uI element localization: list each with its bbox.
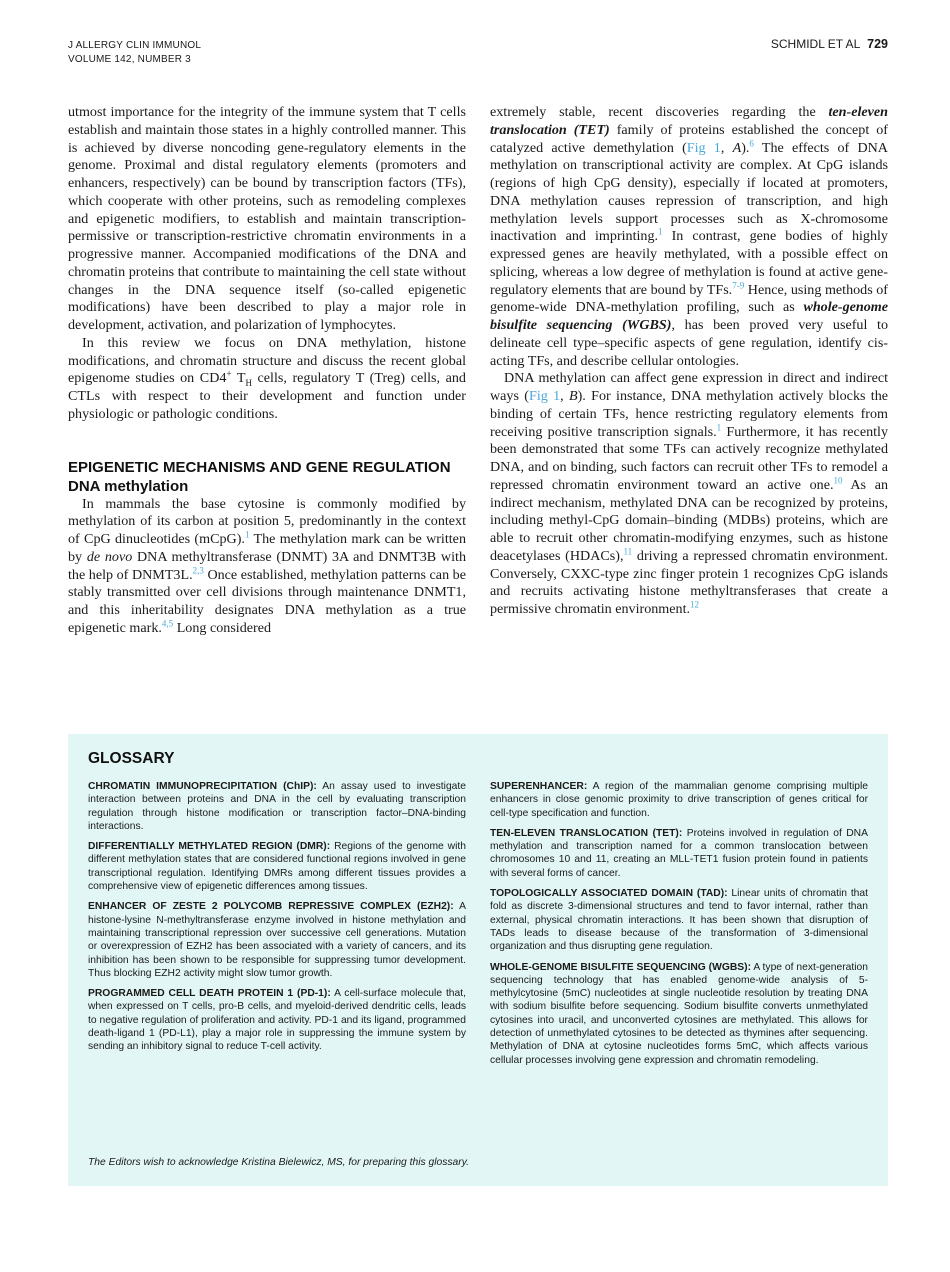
glossary-entry: WHOLE-GENOME BISULFITE SEQUENCING (WGBS): A type of next-generation sequencing technology that has enabled genome-wide analysis of 5-methylcytosine (5mC) nucleotides at single nucleotide resolution by treating DNA with sodium bisulfite before sequencing. Sodium bisulfite converts unmethylated cytosines into uracil, and unconverted cytosines are methylated. This allows for detection of unmethylated cytosines to be detected as thymines after sequencing. Methylation of DNA at cytosine nucleotides forms 5mC, which affects various cellular processes involving gene expression and chromatin remodeling.	[490, 961, 868, 1066]
glossary-box	[68, 734, 888, 1186]
glossary-entry: TOPOLOGICALLY ASSOCIATED DOMAIN (TAD): Linear units of chromatin that fold as discrete 3-dimensional structures and tend to favor internal, rather than external, physical chromatin interactions. It has been shown that disruption of TADs leads to disease because of the transformation of 3-dimensional organization and thus disrupting gene regulation.	[490, 888, 868, 953]
glossary-entry: TEN-ELEVEN TRANSLOCATION (TET): Proteins involved in regulation of DNA methylation and transcription named for a common translocation between chromosomes 10 and 11, creating an MLL-TET1 fusion protein found in patients with several forms of cancer.	[490, 827, 868, 879]
reference-link[interactable]: 4,5	[161, 618, 174, 629]
glossary-entry: ENHANCER OF ZESTE 2 POLYCOMB REPRESSIVE COMPLEX (EZH2): A histone-lysine N-methyltransferase enzyme involved in histone methylation and maintaining transcriptional repression over successive cell generations. Mutation or overexpression of EZH2 has been associated with a variety of cancers, and its inhibition has been shown to be responsible for suppressing tumor development. Thus blocking EZH2 activity might slow tumor growth.	[88, 901, 467, 979]
glossary-entry: CHROMATIN IMMUNOPRECIPITATION (ChIP): An assay used to investigate interaction between proteins and DNA in the cell by evaluating transcription regulation through histone modification or transcription factor–DNA-binding interactions.	[88, 781, 466, 832]
glossary-term: WHOLE-GENOME BISULFITE SEQUENCING (WGBS):	[490, 961, 751, 973]
author-line: SCHMIDL ET AL	[770, 37, 860, 51]
reference-link[interactable]: 1	[716, 421, 722, 432]
glossary-term: CHROMATIN IMMUNOPRECIPITATION (ChIP):	[88, 781, 317, 792]
reference-link[interactable]: 7-9	[732, 279, 745, 290]
paragraph: In this review we focus on DNA methylation, histone modifications, and chromatin structure and discuss the recent global epigenome studies on CD4+ $T_H$ cells, regulatory T (Treg) cells, and CTLs with respect to their development and function under physiologic or pathologic conditions.	[68, 334, 466, 422]
left-column	[68, 104, 466, 638]
glossary-acknowledgement: The Editors wish to acknowledge Kristina Bielewicz, MS, for preparing this glossary.	[88, 1157, 469, 1168]
page-number: 729	[867, 37, 888, 51]
glossary-entry: PROGRAMMED CELL DEATH PROTEIN 1 (PD-1): A cell-surface molecule that, when expressed on T cells, pro-B cells, and myeloid-derived dendritic cells, leads to negative regulation of proliferation and activity. PD-1 and its ligand, programmed death-ligand 1 (PD-L1), play a major role in suppressing the immune system by sending an inhibitory signal to reduce T-cell activity.	[88, 988, 466, 1053]
glossary-term: TOPOLOGICALLY ASSOCIATED DOMAIN (TAD):	[490, 888, 728, 900]
reference-link[interactable]: 1	[244, 529, 250, 540]
glossary-title: GLOSSARY	[88, 750, 175, 767]
volume-number: VOLUME 142, NUMBER 3	[68, 54, 191, 65]
running-header-right	[771, 37, 888, 51]
reference-link[interactable]: 6	[749, 137, 754, 148]
reference-link[interactable]: 1	[658, 226, 663, 237]
figure-link[interactable]: Fig 1	[528, 388, 561, 404]
reference-link[interactable]: 2,3	[192, 564, 204, 575]
running-header-left	[68, 39, 201, 67]
journal-name: J ALLERGY CLIN IMMUNOL	[68, 40, 202, 51]
glossary-term: DIFFERENTIALLY METHYLATED REGION (DMR):	[88, 841, 331, 853]
glossary-right-column	[490, 780, 868, 1074]
glossary-term: TEN-ELEVEN TRANSLOCATION (TET):	[490, 827, 683, 839]
glossary-term: SUPERENHANCER:	[490, 781, 588, 792]
paragraph: DNA methylation can affect gene expression in direct and indirect ways (Fig 1, B). For instance, DNA methylation actively blocks the binding of certain TFs, hence restricting regulatory elements from receiving positive transcription signals.$^1$ Furthermore, it has recently been demonstrated that some TFs can actively recognize methylated DNA, and on binding, such factors can recruit other TFs to remodel a repressed chromatin environment toward an active one.$^{10}$ As an indirect mechanism, methylated DNA can be recognized by proteins, including methyl-CpG domain–binding (MDBs) proteins, which are able to recruit other chromatin-modifying enzymes, such as histone deacetylases (HDACs),$^{11}$ driving a repressed chromatin environment. Conversely, CXXC-type zinc finger protein 1 recognizes CpG islands and recruits activating histone methyltransferases that create a permissive chromatin environment.$^{12}$	[490, 370, 889, 617]
glossary-entry: DIFFERENTIALLY METHYLATED REGION (DMR): Regions of the genome with different methylation states that are considered functional regions involved in gene transcriptional regulation. Identifying DMRs among different tissues provides a comprehensive view of epigenetic differences among tissues.	[88, 841, 466, 893]
glossary-term: PROGRAMMED CELL DEATH PROTEIN 1 (PD-1):	[88, 988, 331, 1000]
right-column	[490, 104, 888, 619]
reference-link[interactable]: 11	[623, 546, 633, 557]
glossary-left-column	[88, 780, 466, 1061]
reference-link[interactable]: 10	[833, 475, 843, 486]
paragraph: extremely stable, recent discoveries regarding the ten-eleven translocation (TET) family of proteins established the concept of catalyzed active demethylation (Fig 1, A).$^6$ The effects of DNA methylation on transcriptional activity are complex. At CpG islands (regions of high CpG density), especially if located at promoters, DNA methylation causes repression of transcription, and high methylation levels support processes such as X-chromosome inactivation and imprinting.$^1$ In contrast, gene bodies of highly expressed genes are heavily methylated, with a possible effect on splicing, whereas a low degree of methylation is found at active gene-regulatory elements that are bound by TFs.$^{7-9}$ Hence, using methods of genome-wide DNA-methylation profiling, such as whole-genome bisulfite sequencing (WGBS), has been proved very useful to delineate cell type–specific aspects of gene regulation, identify cis-acting TFs, and describe cellular ontologies.	[490, 104, 889, 369]
figure-link[interactable]: Fig 1	[686, 139, 721, 156]
glossary-entry: SUPERENHANCER: A region of the mammalian genome comprising multiple enhancers in close genomic proximity to drive transcription of genes critical for cell-type specification and function.	[490, 781, 868, 819]
reference-link[interactable]: 12	[690, 599, 700, 610]
paragraph: In mammals the base cytosine is commonly modified by methylation of its carbon at position 5, predominantly in the context of CpG dinucleotides (mCpG).$^1$ The methylation mark can be written by de novo DNA methyltransferase (DNMT) 3A and DNMT3B with the help of DNMT3L.$^{2,3}$ Once established, methylation patterns can be stably transmitted over cell divisions through maintenance DNMT1, and this inheritability designates DNA methylation as a true epigenetic mark.$^{4,5}$ Long considered	[68, 495, 466, 636]
paragraph: utmost importance for the integrity of the immune system that T cells establish and maintain those states in a highly controlled manner. This is achieved by diverse noncoding gene-regulatory elements in the genome. Proximal and distal regulatory elements (promoters and enhancers, respectively) can be bound by transcription factors (TFs), which cooperate with other proteins, such as remodeling complexes and epigenetic modifiers, to establish and maintain transcription-permissive or transcription-restrictive chromatin environments in a progressive manner. Accompanied modifications of the DNA and chromatin proteins that contribute to maintaining the cell state without changes in the DNA sequence itself (so-called epigenetic modifications) have been described to play a major role in development, activation, and polarization of lymphocytes.	[68, 104, 466, 333]
subsection-heading: DNA methylation	[68, 477, 189, 495]
glossary-term: ENHANCER OF ZESTE 2 POLYCOMB REPRESSIVE COMPLEX (EZH2):	[88, 901, 454, 913]
section-heading: EPIGENETIC MECHANISMS AND GENE REGULATION	[68, 458, 451, 476]
